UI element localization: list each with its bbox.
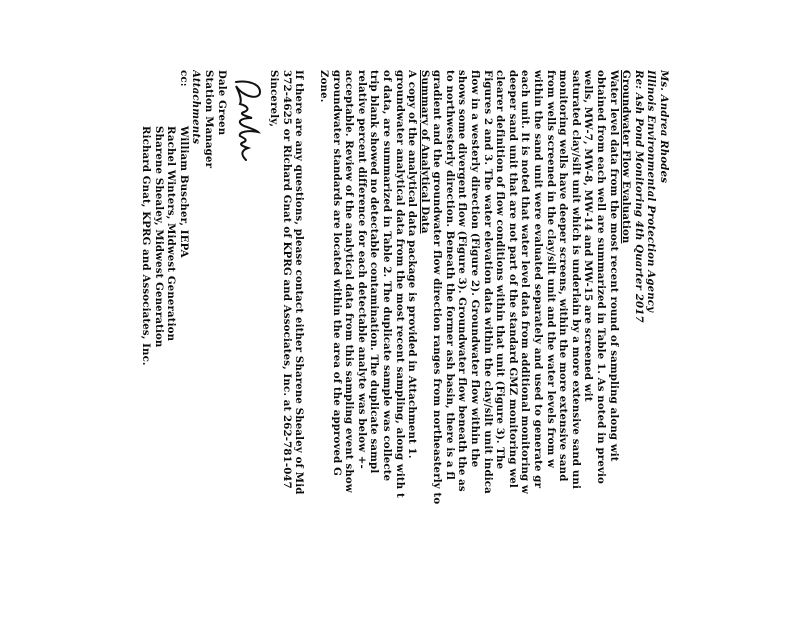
recipient-name: Ms. Andrea Rhodes <box>658 70 670 184</box>
recipient-agency: Illinois Environmental Protection Agency <box>645 70 658 313</box>
text-line: Water level data from the most recent round of sampling along wit <box>607 70 620 462</box>
cc-block <box>139 70 189 640</box>
text-line: gradient and the groundwater flow direction ranges from northeasterly to <box>431 70 444 505</box>
cc-recipient: Richard Gnat, KPRG and Associates, Inc. <box>140 126 153 366</box>
cc-list <box>139 126 189 366</box>
text-line: relative percent difference for each detectable analyte was below +- <box>355 70 368 469</box>
letter-header <box>632 70 670 640</box>
analytical-paragraph <box>317 70 418 640</box>
text-line: trip blank showed no detectable contamination. The duplicate sampl <box>368 70 381 474</box>
text-line: to northwesterly direction. Beneath the former ash basin, there is a fl <box>443 70 456 480</box>
text-line: saturated clay/silt unit which is underlain by a more extensive sand uni <box>569 70 582 489</box>
cc-recipient: Rachel Winters, Midwest Generation <box>165 126 178 342</box>
signer-name: Dale Green <box>215 70 228 136</box>
attachments-label: Attachments <box>190 70 203 145</box>
text-line: Figures 2 and 3. The water elevation data within the clay/silt unit indica <box>481 70 494 494</box>
text-line: each unit. It is noted that water level data from additional monitoring w <box>519 70 532 494</box>
text-line: 372-4625 or Richard Gnat of KPRG and Associates, Inc. at 262-781-047 <box>280 70 293 489</box>
handwritten-signature <box>228 76 266 166</box>
subject-line: Re: Ash Pond Monitoring 4th Quarter 2017 <box>632 70 645 323</box>
text-line: If there are any questions, please contact either Sharene Shealey of Mid <box>293 70 306 495</box>
text-line: Zone. <box>317 70 330 103</box>
text-line: within the sand unit were evaluated separately and used to generate gr <box>532 70 545 489</box>
flow-section-heading: Groundwater Flow Evaluation <box>620 70 633 244</box>
text-line: A copy of the analytical data package is provided in Attachment 1. <box>406 70 419 459</box>
flow-paragraph <box>431 70 620 640</box>
text-line: monitoring wells have deeper screens, within the more extensive sand <box>557 70 570 482</box>
cc-label: cc: <box>177 70 190 87</box>
text-line: groundwater analytical data from the most recent sampling, along with t <box>393 70 406 498</box>
letter-page <box>70 70 670 640</box>
text-line: wells, MW-7, MW-8, MW-14 and MW-15 are screened wit <box>582 70 595 402</box>
text-line: deeper sand unit that are not part of the standard GMZ monitoring wel <box>506 70 519 488</box>
text-line: of data, are summarized in Table 2. The duplicate sample was collecte <box>380 70 393 482</box>
cc-recipient: William Buscher, IEPA <box>177 126 190 258</box>
text-line: from wells screened in the clay/silt unit and the water levels from w <box>544 70 557 469</box>
text-line: shows some divergent flow (Figure 3). Groundwater flow beneath the as <box>456 70 469 492</box>
text-line: obtained from each well are summarized in Table 1. As noted in previo <box>595 70 608 484</box>
salutation: Sincerely, <box>268 70 281 128</box>
text-line: flow in a westerly direction (Figure 2). Groundwater flow within the <box>469 70 482 468</box>
analytical-section-heading: Summary of Analytical Data <box>418 70 431 234</box>
text-line: groundwater standards are located within the area of the approved G <box>330 70 343 476</box>
contact-paragraph <box>280 70 305 640</box>
text-line: acceptable. Review of the analytical data from this sampling event show <box>343 70 356 493</box>
cc-recipient: Sharene Shealey, Midwest Generation <box>152 126 165 348</box>
signer-title: Station Manager <box>203 70 215 169</box>
text-line: clearer definition of flow conditions within that unit (Figure 3). The <box>494 70 507 470</box>
